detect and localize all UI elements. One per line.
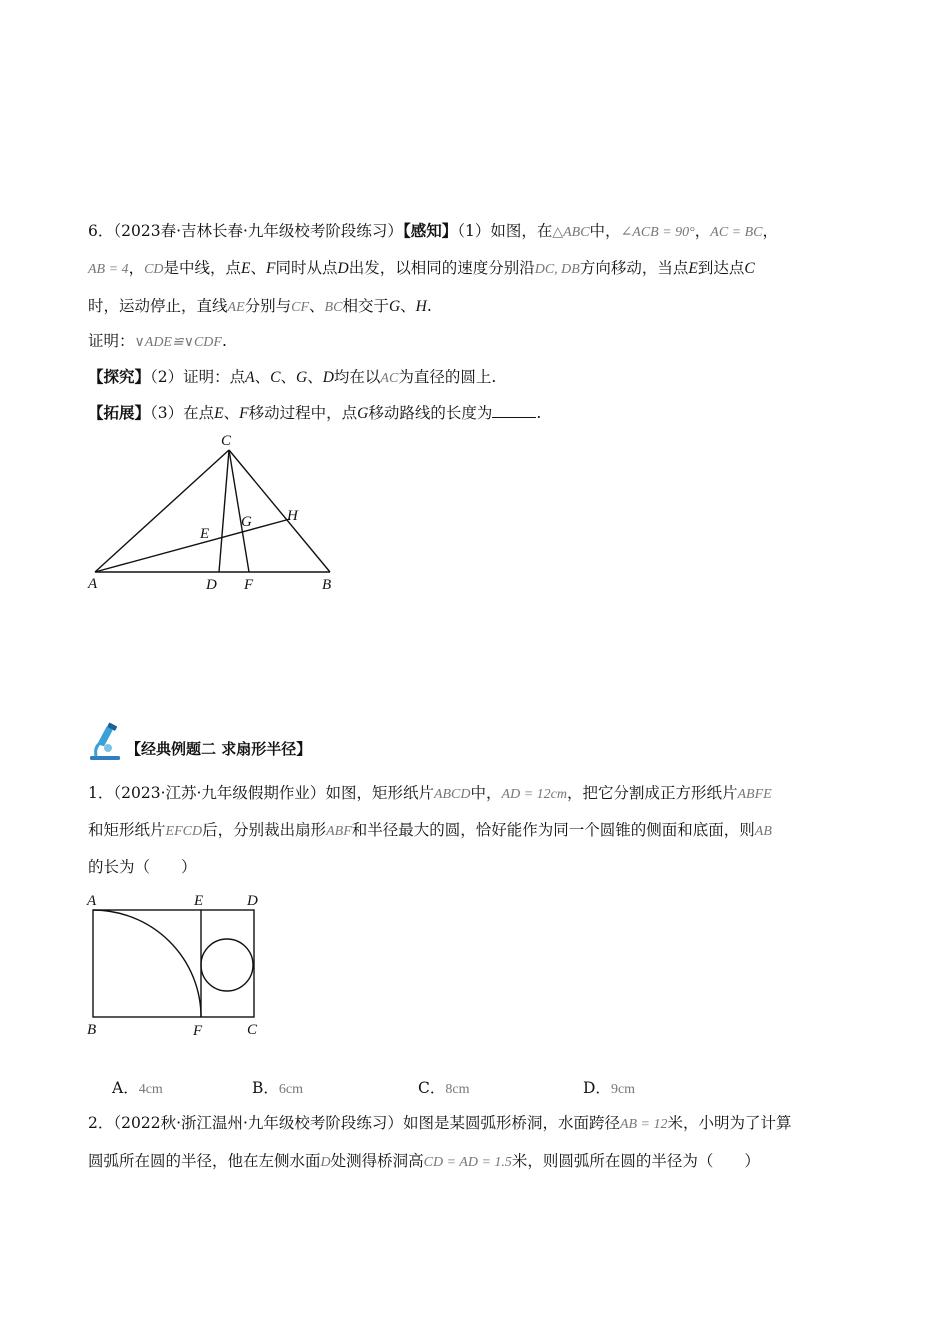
choice-value: 4cm bbox=[138, 1082, 163, 1097]
point-e: E bbox=[241, 260, 251, 277]
label-h: H bbox=[287, 508, 298, 524]
label-e: E bbox=[200, 526, 210, 542]
text: 、 bbox=[250, 259, 267, 277]
math-ad-12cm: AD = 12cm bbox=[501, 787, 567, 802]
text: 和矩形纸片 bbox=[88, 821, 166, 839]
text: 中， bbox=[589, 222, 621, 240]
point-f: F bbox=[266, 260, 276, 277]
text: 移动路线的长度为 bbox=[368, 404, 493, 422]
label-e: E bbox=[194, 893, 204, 909]
label-g: G bbox=[241, 514, 252, 530]
question-source: （2023春·吉林长春·九年级校考阶段练习） bbox=[113, 222, 403, 240]
label-a: A bbox=[88, 576, 98, 592]
rectangle-abcd bbox=[93, 910, 254, 1017]
text: 中， bbox=[470, 784, 502, 802]
math-bc: BC bbox=[324, 300, 343, 315]
section-title: 【经典例题二 求扇形半径】 bbox=[126, 740, 312, 758]
choice-value: 9cm bbox=[610, 1082, 636, 1097]
choice-letter: B． bbox=[252, 1079, 279, 1097]
label-f: F bbox=[193, 1023, 203, 1039]
text: . bbox=[221, 332, 227, 350]
math-ae: AE bbox=[227, 300, 245, 315]
choice-letter: A． bbox=[112, 1079, 139, 1097]
point-e: E bbox=[688, 260, 698, 277]
point-d: D bbox=[337, 260, 349, 277]
text: 均在以 bbox=[333, 368, 381, 386]
math-ac-eq-bc: AC = BC bbox=[710, 225, 763, 240]
text: 、 bbox=[309, 297, 325, 315]
label-a: A bbox=[87, 893, 97, 909]
choice-letter: D． bbox=[583, 1079, 611, 1097]
text: 分别与 bbox=[244, 297, 292, 315]
text: 、 bbox=[280, 368, 296, 386]
math-cf: CF bbox=[291, 300, 310, 315]
choice-b[interactable] bbox=[252, 1076, 303, 1098]
math-congruence: ∨ADE≌∨CDF bbox=[134, 335, 222, 350]
text: ， bbox=[128, 259, 145, 277]
math-cd: CD bbox=[144, 262, 164, 277]
text: 、 bbox=[400, 297, 416, 315]
text: 的长为（ ） bbox=[88, 858, 197, 876]
point-g: G bbox=[388, 298, 401, 315]
math-ab-12: AB = 12 bbox=[619, 1117, 668, 1132]
inscribed-circle bbox=[201, 939, 253, 991]
tag-explore: 【探究】 bbox=[88, 367, 151, 386]
math-dc-db: DC, DB bbox=[534, 262, 580, 277]
text: ， bbox=[694, 222, 711, 240]
text: 为直径的圆上. bbox=[398, 368, 497, 386]
label-b: B bbox=[87, 1022, 97, 1038]
math-ab-eq-4: AB = 4 bbox=[88, 262, 129, 277]
choice-letter: C． bbox=[418, 1079, 446, 1097]
arc-af bbox=[93, 910, 201, 1017]
text: ，把它分割成正方形纸片 bbox=[566, 784, 738, 802]
question-source: （2022秋·浙江温州·九年级校考阶段练习） bbox=[113, 1114, 403, 1132]
choice-value: 8cm bbox=[445, 1082, 470, 1097]
math-d: D bbox=[320, 1155, 331, 1170]
point-e: E bbox=[214, 405, 224, 422]
point-c: C bbox=[270, 369, 281, 386]
point-c: C bbox=[744, 260, 755, 277]
math-triangle-abc: △ABC bbox=[552, 225, 590, 240]
text: 到达点 bbox=[697, 259, 745, 277]
text: 、 bbox=[223, 404, 240, 422]
choice-a[interactable] bbox=[112, 1076, 163, 1098]
text: 和半径最大的圆，恰好能作为同一个圆锥的侧面和底面，则 bbox=[351, 821, 755, 839]
text: 、 bbox=[254, 368, 271, 386]
text: 同时从点 bbox=[275, 259, 338, 277]
point-g: G bbox=[357, 405, 369, 422]
math-cd-ad: CD = AD = 1.5 bbox=[423, 1155, 512, 1170]
question-number: 1． bbox=[88, 784, 114, 802]
point-f: F bbox=[239, 405, 249, 422]
q2-line-2 bbox=[88, 1150, 760, 1174]
point-h: H bbox=[415, 298, 427, 315]
text: 、 bbox=[307, 368, 323, 386]
choice-value: 6cm bbox=[278, 1082, 303, 1097]
text: . bbox=[426, 297, 432, 315]
text: 时，运动停止，直线 bbox=[88, 297, 228, 315]
text: 后，分别裁出扇形 bbox=[202, 821, 327, 839]
choice-c[interactable] bbox=[418, 1076, 469, 1098]
text: 移动过程中，点 bbox=[248, 404, 358, 422]
text: 出发，以相同的速度分别沿 bbox=[348, 259, 535, 277]
text: （2）证明：点 bbox=[150, 368, 246, 386]
label-c: C bbox=[247, 1022, 258, 1038]
text: 方向移动，当点 bbox=[579, 259, 689, 277]
text: 如图，矩形纸片 bbox=[325, 784, 434, 802]
text: ， bbox=[762, 222, 779, 240]
math-ac: AC bbox=[380, 371, 399, 386]
text: . bbox=[536, 404, 542, 422]
question-source: （2023·江苏·九年级假期作业） bbox=[113, 784, 326, 802]
choice-d[interactable] bbox=[583, 1076, 635, 1098]
text: 如图是某圆弧形桥洞，水面跨径 bbox=[402, 1114, 620, 1132]
math-abf: ABF bbox=[326, 824, 352, 839]
question-number: 6． bbox=[88, 222, 114, 240]
text: 证明： bbox=[88, 332, 135, 350]
label-b: B bbox=[322, 577, 332, 593]
text: 米，则圆弧所在圆的半径为（ ） bbox=[511, 1152, 760, 1170]
math-ab: AB bbox=[754, 824, 772, 839]
label-c: C bbox=[221, 433, 232, 449]
text: 米，小明为了计算 bbox=[667, 1114, 792, 1132]
text: （3）在点 bbox=[150, 404, 215, 422]
tag-extend: 【拓展】 bbox=[88, 403, 151, 422]
question-number: 2． bbox=[88, 1114, 114, 1132]
text: （1）如图，在 bbox=[457, 222, 553, 240]
text: 处测得桥洞高 bbox=[330, 1152, 424, 1170]
q2-line-1 bbox=[88, 1112, 792, 1136]
text: 是中线，点 bbox=[163, 259, 242, 277]
text: 圆弧所在圆的半径，他在左侧水面 bbox=[88, 1152, 321, 1170]
text: 相交于 bbox=[342, 297, 389, 315]
label-d: D bbox=[206, 577, 217, 593]
math-angle-acb: ∠ACB = 90° bbox=[620, 225, 695, 240]
point-g: G bbox=[295, 369, 308, 386]
math-efcd: EFCD bbox=[165, 824, 203, 839]
math-abfe: ABFE bbox=[737, 787, 772, 802]
tag-perception: 【感知】 bbox=[402, 221, 458, 240]
math-abcd: ABCD bbox=[433, 787, 471, 802]
label-f: F bbox=[244, 577, 254, 593]
label-d: D bbox=[247, 893, 258, 909]
point-d: D bbox=[322, 369, 334, 386]
point-a: A bbox=[245, 369, 255, 386]
